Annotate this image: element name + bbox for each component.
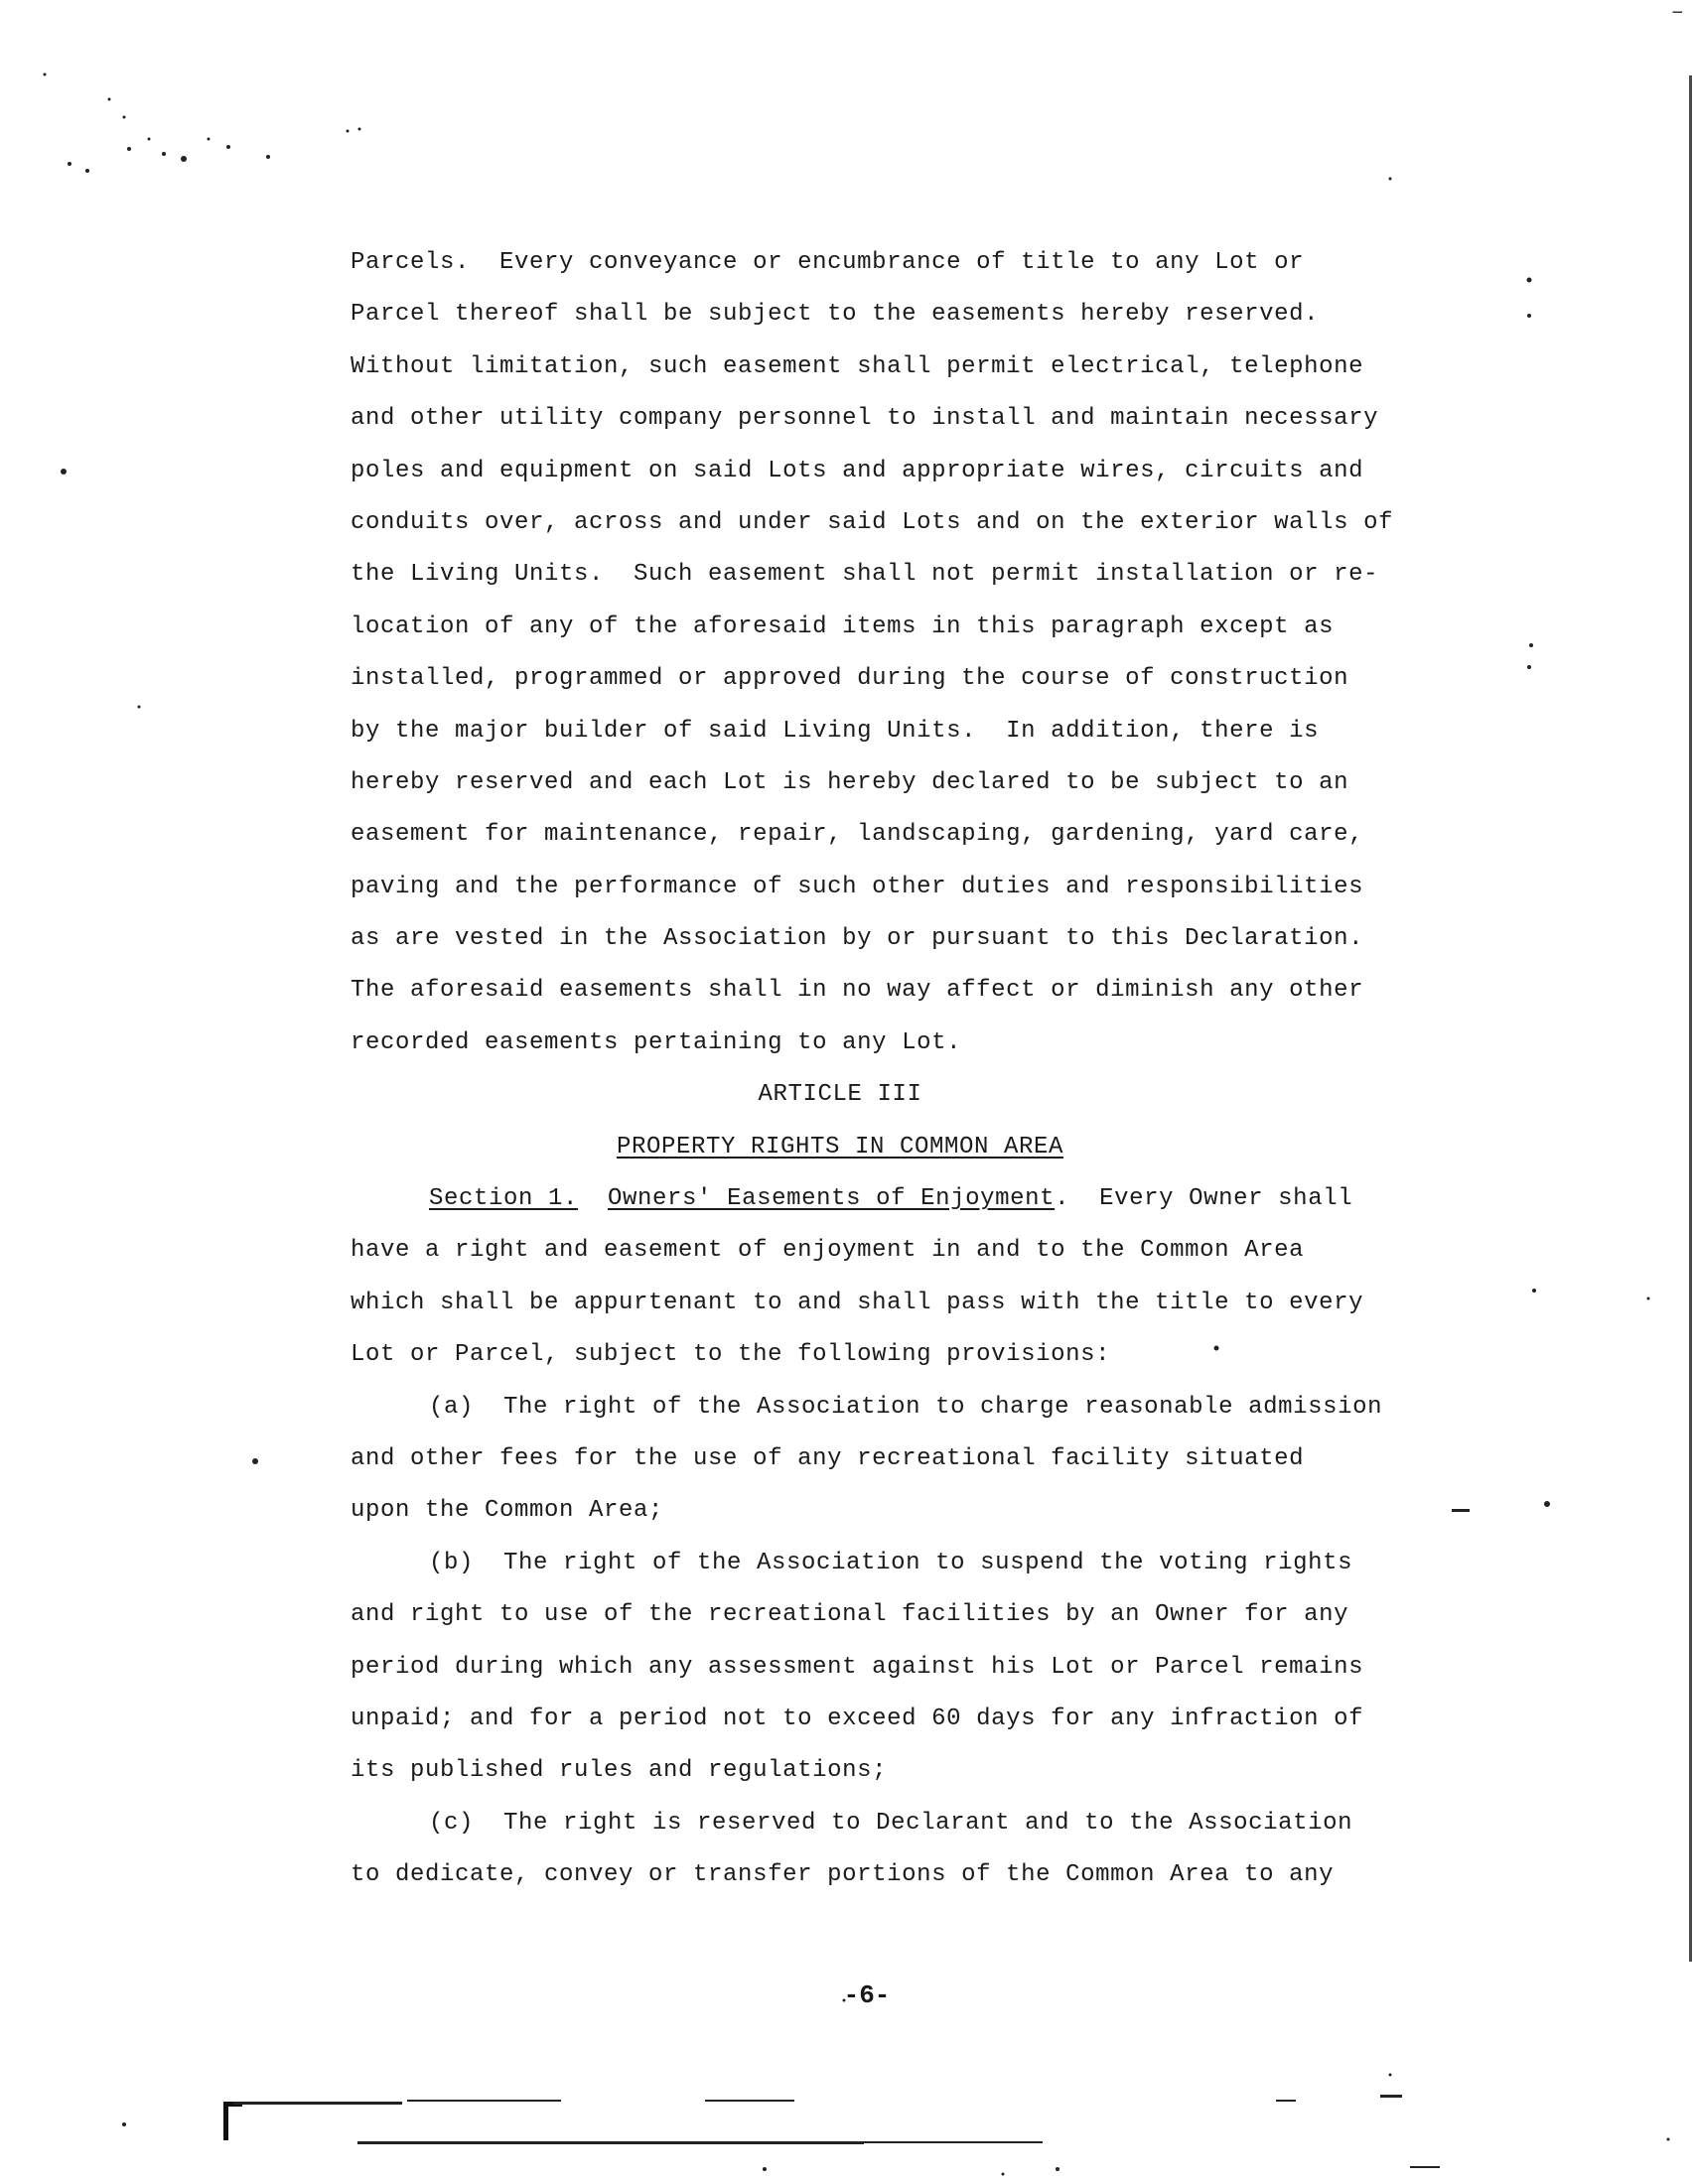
section-label: Section 1. (429, 1185, 579, 1213)
section-title: Owners' Easements of Enjoyment (608, 1185, 1056, 1213)
body-line: paving and the performance of such other duties and responsibilities (351, 873, 1364, 900)
scan-rule (705, 2100, 794, 2102)
body-line: poles and equipment on said Lots and appropriate wires, circuits and (351, 457, 1364, 484)
scan-rule (1410, 2166, 1440, 2168)
section-line: have a right and easement of enjoyment in and to the Common Area (351, 1237, 1305, 1265)
body-line: conduits over, across and under said Lots and on the exterior walls of (351, 508, 1394, 536)
scan-corner-mark: – (1670, 0, 1684, 25)
body-line: location of any of the aforesaid items in this paragraph except as (351, 613, 1335, 640)
provision-b-first: (b) The right of the Association to suspend the voting rights (429, 1549, 1353, 1576)
body-line: Parcels. Every conveyance or encumbrance of title to any Lot or (351, 249, 1305, 276)
provision-a-first: (a) The right of the Association to charge reasonable admission (429, 1393, 1383, 1421)
section-line: Lot or Parcel, subject to the following provisions: (351, 1341, 1111, 1369)
body-line: easement for maintenance, repair, landscaping, gardening, yard care, (351, 821, 1364, 849)
provision-a-line: upon the Common Area; (351, 1497, 664, 1525)
scan-rule (1276, 2100, 1296, 2102)
scan-rule (1452, 1509, 1470, 1512)
section-first-line: Every Owner shall (1099, 1185, 1353, 1213)
scan-rule (407, 2100, 561, 2102)
section-line: which shall be appurtenant to and shall pass with the title to every (351, 1289, 1364, 1316)
body-line: the Living Units. Such easement shall not permit installation or re- (351, 561, 1379, 589)
article-heading: ARTICLE III (758, 1081, 922, 1109)
provision-c-line: to dedicate, convey or transfer portions of the Common Area to any (351, 1861, 1335, 1889)
scan-rule (1380, 2095, 1402, 2098)
article-title (351, 1122, 1453, 1173)
body-line: and other utility company personnel to install and maintain necessary (351, 405, 1379, 433)
page-number: -6- (843, 1980, 891, 2010)
body-line: hereby reserved and each Lot is hereby declared to be subject to an (351, 768, 1349, 796)
article-title-text: PROPERTY RIGHTS IN COMMON AREA (616, 1133, 1064, 1160)
scan-rule (357, 2141, 864, 2144)
provision-b-line: unpaid; and for a period not to exceed 60 days for any infraction of (351, 1705, 1364, 1732)
body-line: recorded easements pertaining to any Lot. (351, 1028, 962, 1056)
body-line: installed, programmed or approved during the course of construction (351, 665, 1349, 693)
body-line: Without limitation, such easement shall permit electrical, telephone (351, 352, 1364, 380)
provision-b-line: and right to use of the recreational facilities by an Owner for any (351, 1601, 1349, 1629)
document-body (351, 237, 1453, 1902)
scan-rule (864, 2141, 1043, 2143)
body-line: Parcel thereof shall be subject to the easements hereby reserved. (351, 301, 1320, 329)
provision-b-line: period during which any assessment against his Lot or Parcel remains (351, 1653, 1364, 1681)
body-line: The aforesaid easements shall in no way affect or diminish any other (351, 977, 1364, 1005)
provision-b-line: its published rules and regulations; (351, 1757, 888, 1785)
section-heading-line (351, 1173, 1453, 1225)
provision-a-line: and other fees for the use of any recreational facility situated (351, 1444, 1305, 1472)
section-title-period: . (1055, 1185, 1070, 1213)
scan-rule (233, 2102, 402, 2105)
body-line: by the major builder of said Living Units. In addition, there is (351, 717, 1320, 745)
body-line: as are vested in the Association by or pursuant to this Declaration. (351, 925, 1364, 953)
scan-bracket-mark (223, 2102, 242, 2140)
provision-c-first: (c) The right is reserved to Declarant and to the Association (429, 1809, 1353, 1837)
